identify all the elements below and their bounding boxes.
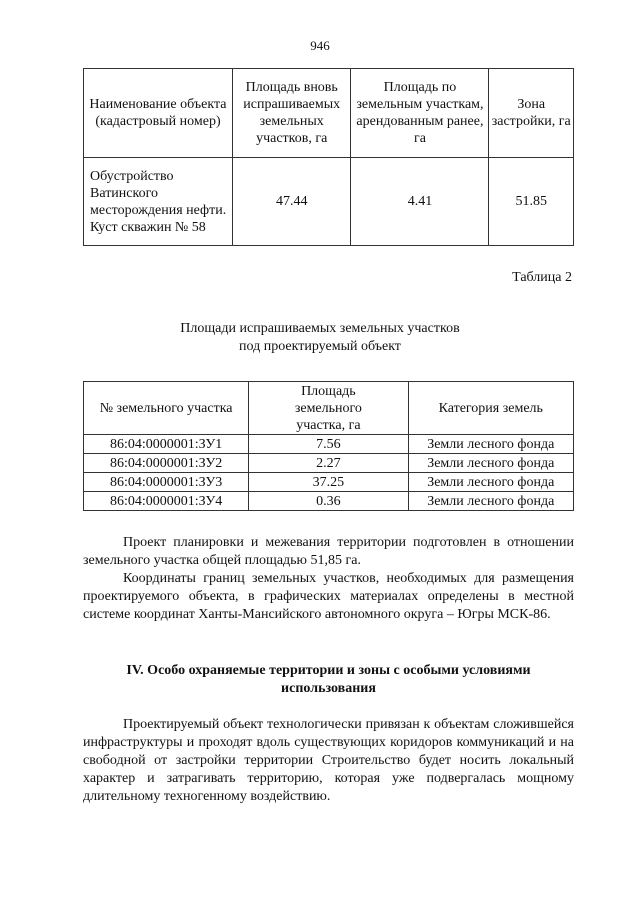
paragraph-text: Проект планировки и межевания территории подготовлен в отношении земельного участка общей площадью 51,85 га.	[83, 535, 574, 568]
table-caption-line: Площади испрашиваемых земельных участков	[180, 321, 460, 336]
paragraph-infrastructure	[83, 716, 574, 806]
paragraph-text: Проектируемый объект технологически привязан к объектам сложившейся инфраструктуры и проходят вдоль существующих коридоров коммуникаций и на свободной от застройки территории Строительство будет носить локальный характер и затрагивать территорию, которая уже подвергалась мощному длительному техногенному воздействию.	[83, 717, 574, 804]
table-caption	[0, 320, 640, 356]
table-row	[84, 473, 574, 492]
table-row	[84, 435, 574, 454]
cell-object-name: Обустройство Ватинского месторождения нефти. Куст скважин № 58	[84, 158, 233, 246]
header-leased-area: Площадь по земельным участкам, арендованным ранее, га	[351, 69, 489, 158]
cell-land-category: Земли лесного фонда	[408, 473, 573, 492]
cell-plot-number: 86:04:0000001:ЗУ2	[84, 454, 249, 473]
header-build-zone: Зона застройки, га	[489, 69, 574, 158]
header-new-area: Площадь вновь испрашиваемых земельных участков, га	[232, 69, 351, 158]
page-number: 946	[310, 38, 330, 53]
header-plot-area: Площадь земельного участка, га	[249, 382, 408, 435]
cell-build-zone: 51.85	[489, 158, 574, 246]
table-header-row	[84, 69, 574, 158]
cell-plot-area: 2.27	[249, 454, 408, 473]
cell-leased-area: 4.41	[351, 158, 489, 246]
cell-plot-area: 37.25	[249, 473, 408, 492]
cell-plot-area: 7.56	[249, 435, 408, 454]
cell-plot-number: 86:04:0000001:ЗУ1	[84, 435, 249, 454]
cell-land-category: Земли лесного фонда	[408, 435, 573, 454]
paragraph-text: Координаты границ земельных участков, необходимых для размещения проектируемого объекта, в графических материалах определены в местной системе координат Ханты-Мансийского автономного округа – Югры МСК-86.	[83, 571, 574, 622]
paragraph-coordinates	[83, 570, 574, 624]
header-land-category: Категория земель	[408, 382, 573, 435]
table-header-row	[84, 382, 574, 435]
table-caption-line: под проектируемый объект	[239, 339, 401, 354]
table-label: Таблица 2	[512, 270, 572, 285]
cell-new-area: 47.44	[232, 158, 351, 246]
land-area-summary-table	[83, 68, 574, 246]
paragraph-planning-project	[83, 534, 574, 570]
cell-plot-number: 86:04:0000001:ЗУ4	[84, 492, 249, 511]
land-plots-table	[83, 381, 574, 511]
cell-land-category: Земли лесного фонда	[408, 454, 573, 473]
table-row	[84, 492, 574, 511]
table-row	[84, 158, 574, 246]
cell-plot-area: 0.36	[249, 492, 408, 511]
table-row	[84, 454, 574, 473]
cell-plot-number: 86:04:0000001:ЗУ3	[84, 473, 249, 492]
cell-land-category: Земли лесного фонда	[408, 492, 573, 511]
section-heading: IV. Особо охраняемые территории и зоны с особыми условиями использования	[126, 663, 531, 696]
header-plot-number: № земельного участка	[84, 382, 249, 435]
header-object-name: Наименование объекта (кадастровый номер)	[84, 69, 233, 158]
